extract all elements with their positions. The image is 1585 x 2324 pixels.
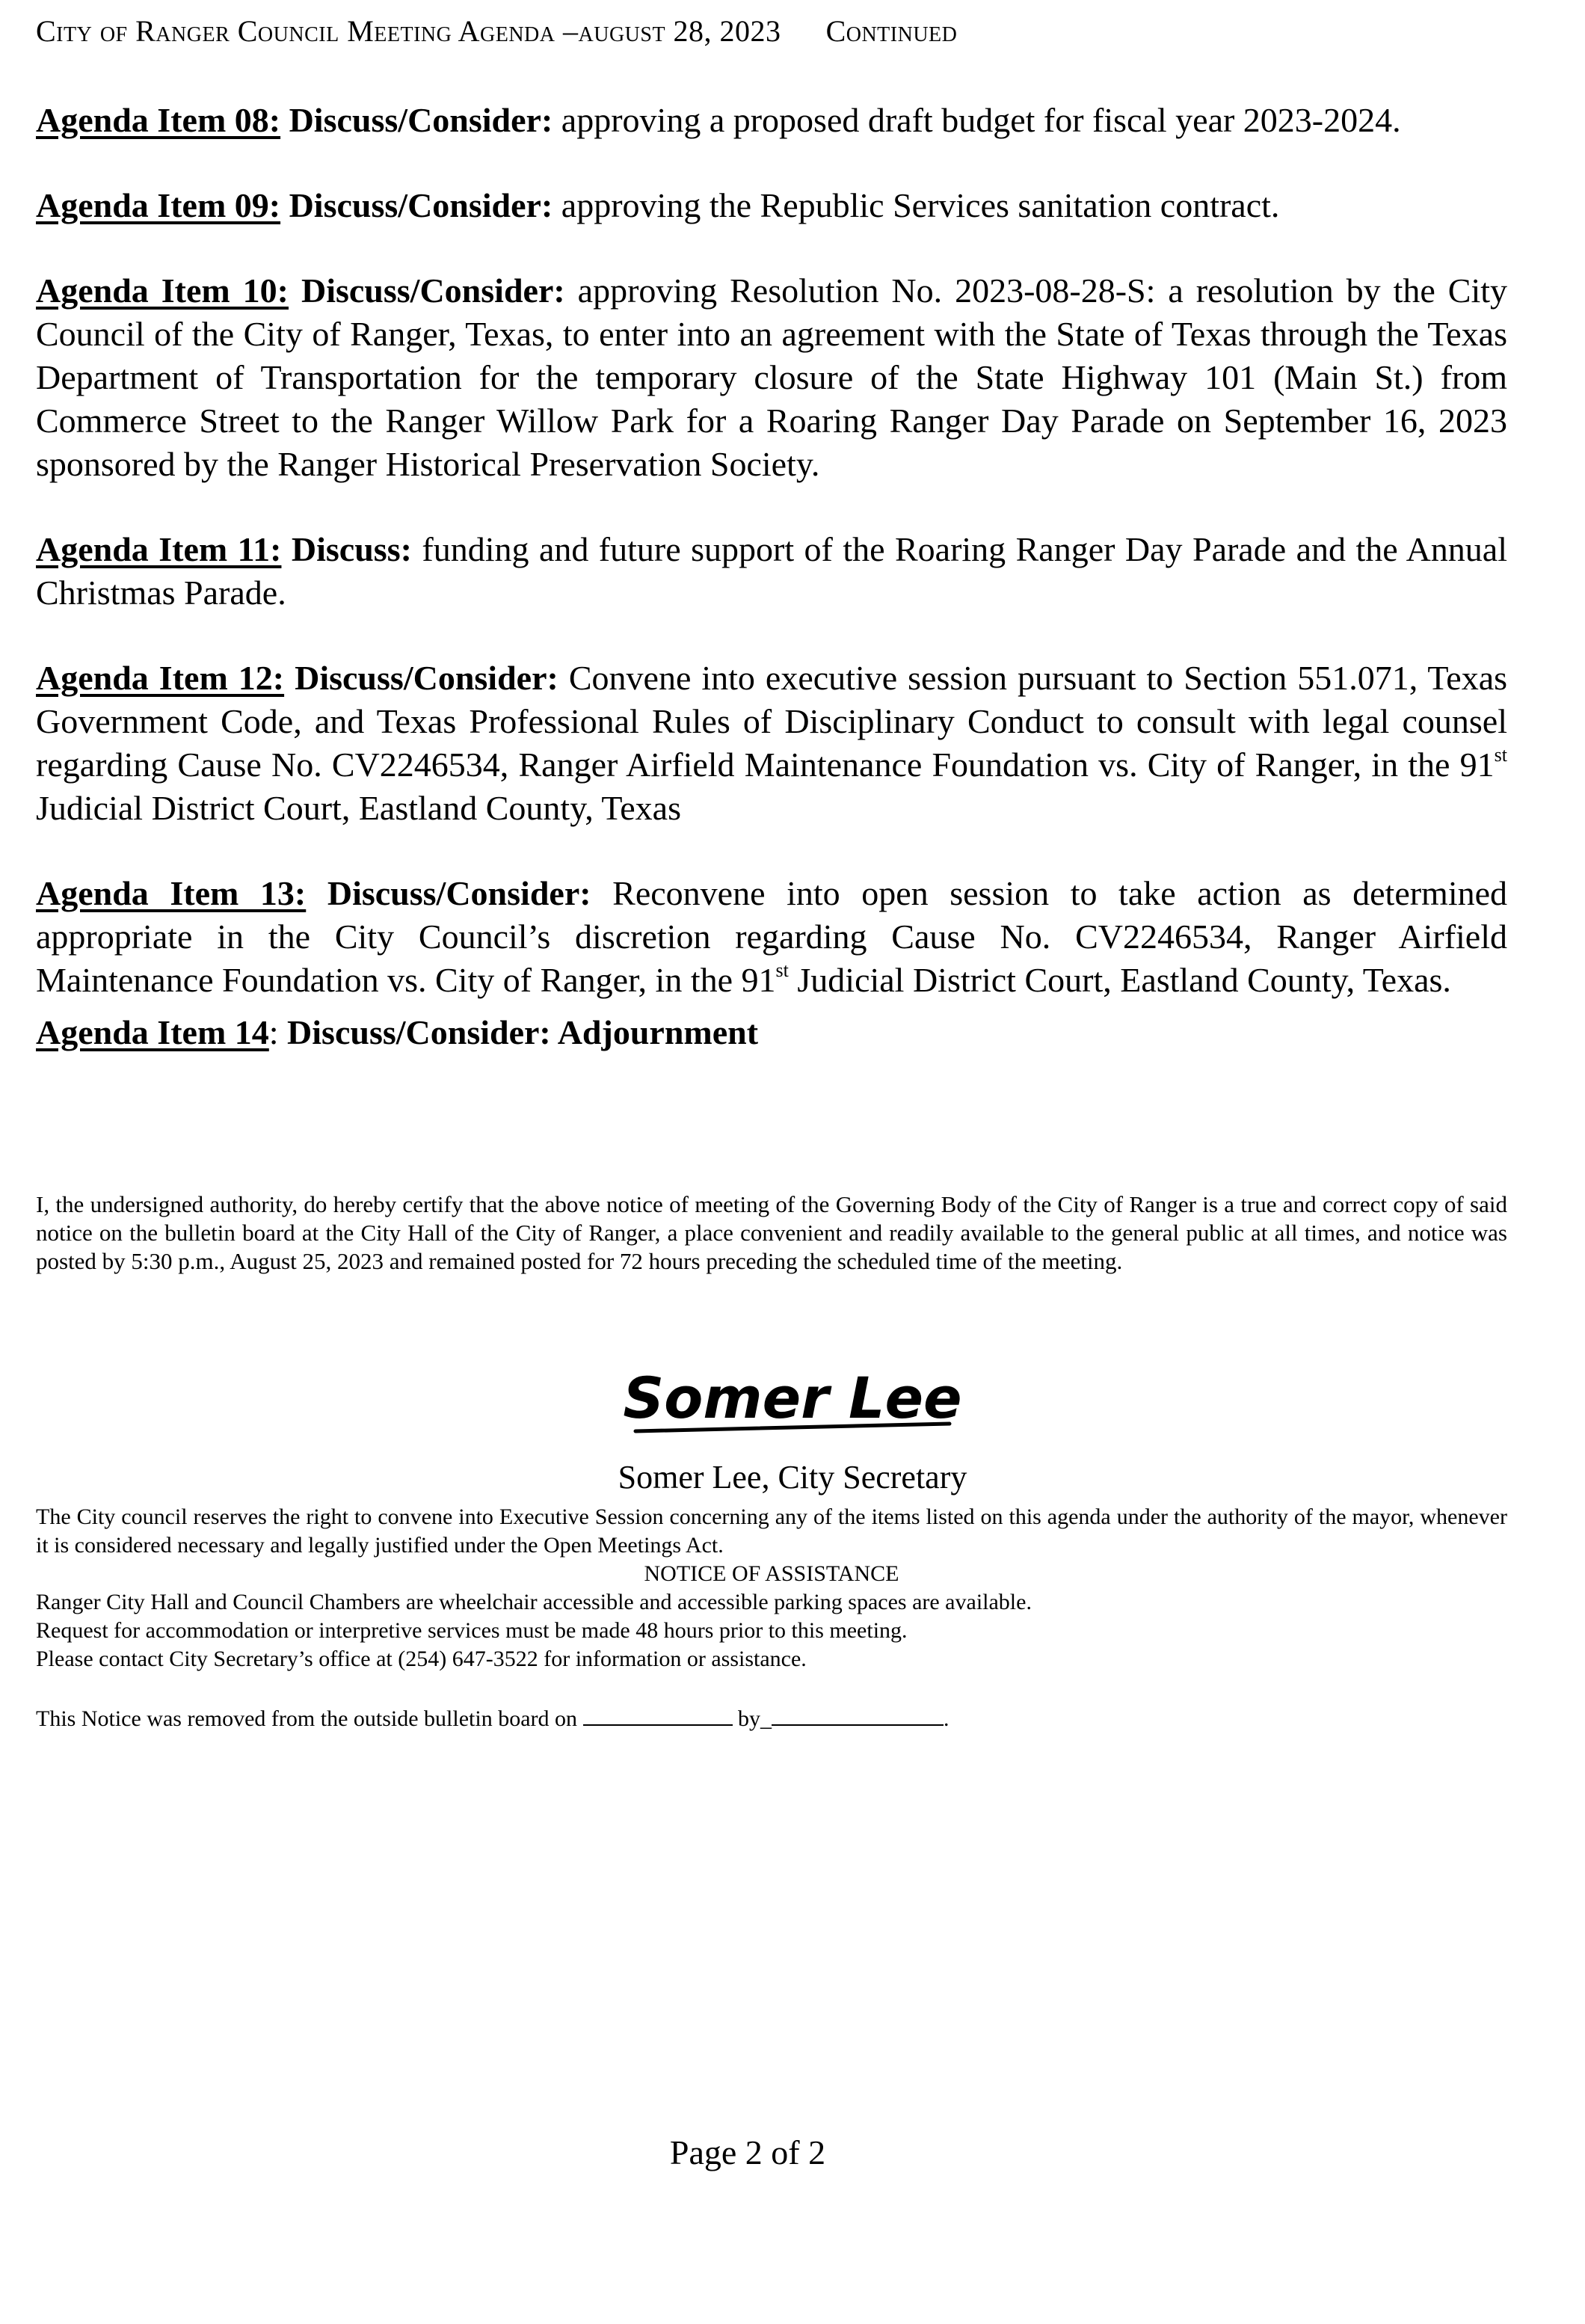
- agenda-item-11: [36, 528, 1507, 615]
- agenda-item-type: Discuss/Consider:: [289, 186, 553, 224]
- agenda-items: [36, 99, 1507, 1054]
- agenda-item-text-end: Judicial District Court, Eastland County, Texas: [36, 789, 681, 827]
- agenda-item-text-end: Judicial District Court, Eastland County, Texas.: [797, 961, 1451, 999]
- agenda-item-10: [36, 269, 1507, 486]
- removal-end: .: [944, 1706, 950, 1731]
- agenda-item-type: Discuss/Consider:: [289, 101, 553, 139]
- removal-date-blank: [583, 1703, 733, 1726]
- removal-line: [36, 1703, 1507, 1733]
- agenda-item-label: Agenda Item 10:: [36, 271, 289, 310]
- handwritten-signature: [0, 1359, 1585, 1445]
- agenda-item-08: [36, 99, 1507, 142]
- page-number: Page 2 of 2: [669, 2133, 826, 2171]
- agenda-item-09: [36, 184, 1507, 227]
- agenda-item-label: Agenda Item 08:: [36, 101, 281, 139]
- agenda-item-type: Discuss/Consider:: [295, 659, 558, 697]
- agenda-item-type: Discuss/Consider:: [327, 874, 591, 912]
- page-header: [36, 13, 957, 49]
- ordinal-suffix: st: [775, 959, 789, 981]
- agenda-item-label: Agenda Item 09:: [36, 186, 281, 224]
- agenda-item-text: approving Resolution No. 2023-08-28-S: a resolution by the City Council of the City of Ranger, Texas, to enter into an agreement with the State of Texas through the Texas Department of Transportation for the temporary closure of the State Highway 101 (Main St.) from Commerce Street to the Ranger Willow Park for a Roaring Ranger Day Parade on September 16, 2023 sponsored by the Ranger Historical Preservation Society.: [36, 271, 1508, 483]
- executive-session-note: The City council reserves the right to convene into Executive Session concerning any of the items listed on this agenda under the authority of the mayor, whenever it is considered necessary and legally justified under the Open Meetings Act.: [36, 1504, 1507, 1558]
- page-footer: [0, 2133, 1585, 2172]
- signature-graphic: [621, 1359, 964, 1442]
- agenda-item-13: [36, 872, 1507, 1002]
- agenda-item-colon: :: [268, 1013, 279, 1051]
- agenda-item-label: Agenda Item 14: [36, 1013, 269, 1051]
- ordinal-suffix: st: [1494, 743, 1507, 766]
- accessibility-note: Ranger City Hall and Council Chambers are wheelchair accessible and accessible parking spaces are available.: [36, 1590, 1032, 1614]
- agenda-item-text: approving the Republic Services sanitation contract.: [561, 186, 1280, 224]
- signer-name: Somer Lee, City Secretary: [618, 1459, 967, 1495]
- removal-by: by_: [738, 1706, 772, 1731]
- signature-text: Somer Lee: [623, 1365, 962, 1431]
- agenda-item-text: approving a proposed draft budget for fiscal year 2023-2024.: [561, 101, 1401, 139]
- notice-notes: [36, 1503, 1507, 1733]
- agenda-item-type: Discuss:: [291, 530, 412, 568]
- certification-statement: I, the undersigned authority, do hereby certify that the above notice of meeting of the Governing Body of the City of Ranger is a true and correct copy of said notice on the bulletin board at the City Hall of the City of Ranger, a place convenient and readily available to the general public at all times, and notice was posted by 5:30 p.m., August 25, 2023 and remained posted for 72 hours preceding the scheduled time of the meeting.: [36, 1191, 1507, 1274]
- agenda-item-label: Agenda Item 12:: [36, 659, 285, 697]
- assistance-heading: NOTICE OF ASSISTANCE: [644, 1561, 899, 1586]
- header-continued: Continued: [825, 14, 958, 48]
- agenda-item-text: Reconvene into open session to take action as determined appropriate in the City Council’s discretion regarding Cause No. CV2246534, Ranger Airfield Maintenance Foundation vs. City of Ranger, in the 91: [36, 874, 1508, 999]
- agenda-item-type: Discuss/Consider: Adjournment: [287, 1013, 759, 1051]
- agenda-item-text: funding and future support of the Roaring Ranger Day Parade and the Annual Christmas Parade.: [36, 530, 1507, 612]
- agenda-item-text: Convene into executive session pursuant to Section 551.071, Texas Government Code, and Texas Professional Rules of Disciplinary Conduct to consult with legal counsel regarding Cause No. CV2246534, Ranger Airfield Maintenance Foundation vs. City of Ranger, in the 91: [36, 659, 1508, 784]
- header-title: City of Ranger Council Meeting Agenda –august 28, 2023: [36, 14, 781, 48]
- agenda-item-12: [36, 657, 1507, 830]
- accommodation-note: Request for accommodation or interpretive services must be made 48 hours prior to this meeting.: [36, 1618, 908, 1643]
- removal-name-blank: [772, 1703, 944, 1726]
- agenda-item-14: [36, 1011, 1507, 1054]
- agenda-item-type: Discuss/Consider:: [301, 271, 565, 310]
- contact-note: Please contact City Secretary’s office at (254) 647-3522 for information or assistance.: [36, 1647, 807, 1671]
- agenda-item-label: Agenda Item 11:: [36, 530, 282, 568]
- agenda-item-label: Agenda Item 13:: [36, 874, 307, 912]
- removal-prefix: This Notice was removed from the outside bulletin board on: [36, 1706, 577, 1731]
